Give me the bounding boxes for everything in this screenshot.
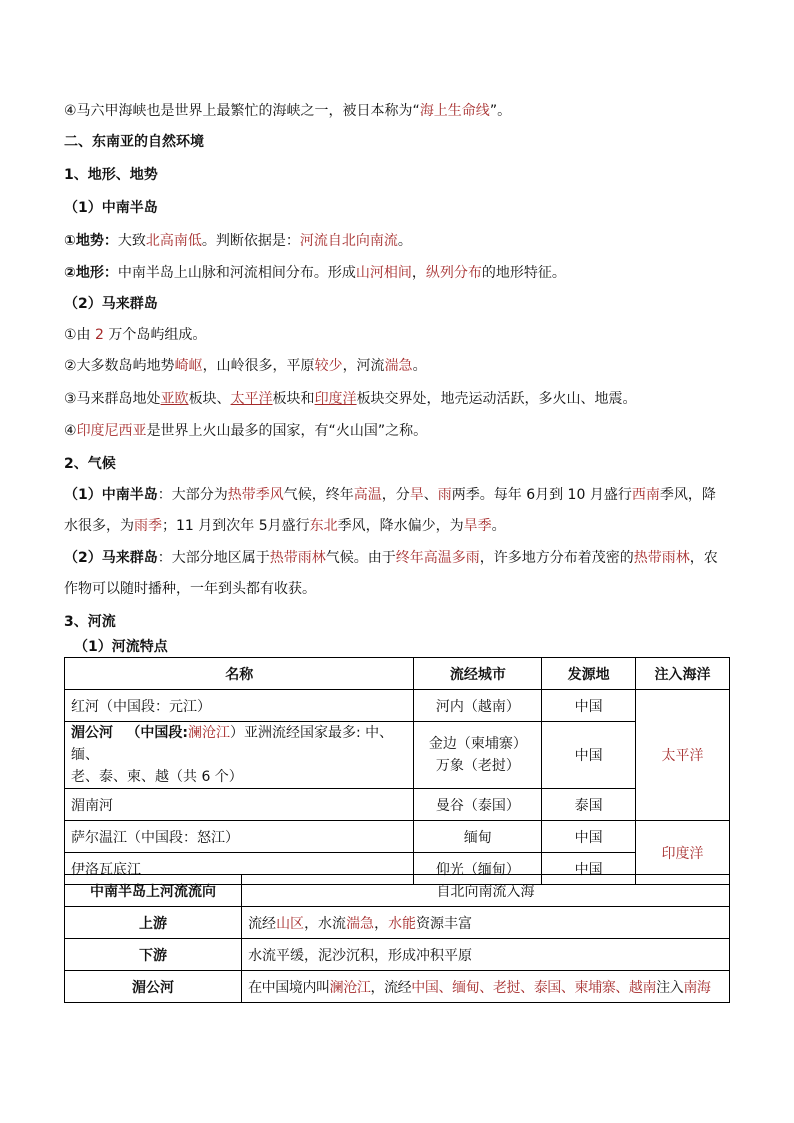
highlight-text: 终年高温多雨 — [395, 550, 480, 566]
text: 。 — [491, 518, 506, 534]
highlight-text: 热带雨林 — [633, 550, 690, 566]
highlight-text: 澜沧江 — [187, 725, 230, 741]
river-name — [65, 722, 414, 789]
river-source: 泰国 — [542, 789, 636, 821]
text: ③马来群岛地处 — [64, 391, 161, 407]
text: 两季。每年 6月到 10 月盛行 — [451, 487, 632, 503]
text: 万个岛屿组成。 — [103, 327, 207, 343]
para-malacca — [64, 102, 511, 120]
text: 在中国境内叫 — [248, 979, 330, 996]
text: ，分 — [381, 487, 410, 503]
para-indochina-climate-2 — [64, 517, 506, 535]
text: ， — [374, 915, 389, 932]
river-name: 湄南河 — [65, 789, 414, 821]
text: ，农 — [689, 550, 718, 566]
col-ocean: 注入海洋 — [636, 658, 730, 690]
river-city — [414, 722, 542, 789]
table-row — [65, 971, 730, 1003]
para-plates — [64, 390, 637, 408]
text: ：大部分为 — [157, 487, 228, 503]
river-name: 伊洛瓦底江 — [65, 853, 414, 885]
text: ；11 月到次年 5月盛行 — [162, 518, 310, 534]
text: 大致 — [117, 233, 146, 249]
highlight-text: 水能 — [388, 915, 417, 932]
flow-direction-table — [64, 874, 730, 1003]
text: 中南半岛上山脉和河流相间分布。形成 — [117, 265, 356, 281]
text: 的地形特征。 — [481, 265, 566, 281]
highlight-text: 旱季 — [463, 518, 492, 534]
flow-value: 自北向南流入海 — [242, 875, 730, 907]
highlight-text: 湍急 — [384, 358, 413, 374]
highlight-text: 北高南低 — [145, 233, 202, 249]
heading-river-features: （1）河流特点 — [74, 639, 168, 655]
text: 金边（柬埔寨） — [428, 736, 527, 752]
river-source: 中国 — [542, 690, 636, 722]
text: ）亚洲流经国家最多: 中、缅、 — [71, 725, 394, 763]
text: 湄公河 — [71, 725, 113, 741]
river-city: 曼谷（泰国） — [414, 789, 542, 821]
text: ②大多数岛屿地势 — [64, 358, 175, 374]
text: 板块交界处，地壳运动活跃，多火山、地震。 — [356, 391, 637, 407]
river-source: 中国 — [542, 821, 636, 853]
heading-malay: （2）马来群岛 — [64, 296, 158, 312]
para-malay-climate-1 — [64, 549, 718, 567]
text: ④ — [64, 423, 77, 439]
text: 注入 — [656, 979, 684, 996]
highlight-text: 山河相间 — [355, 265, 412, 281]
table-row — [65, 875, 730, 907]
text: ④马六甲海峡也是世界上最繁忙的海峡之一，被日本称为“ — [64, 103, 420, 119]
highlight-text: 东北 — [309, 518, 338, 534]
text: ，河流 — [342, 358, 385, 374]
text: 气候。由于 — [325, 550, 396, 566]
flow-label: 湄公河 — [65, 971, 242, 1003]
label: ②地形： — [64, 265, 118, 281]
text: ， — [411, 265, 426, 281]
text: ，流经 — [370, 979, 412, 996]
text: ：大部分地区属于 — [157, 550, 270, 566]
highlight-text: 崎岖 — [174, 358, 203, 374]
highlight-text: 热带雨林 — [269, 550, 326, 566]
highlight-text: 南海 — [683, 979, 711, 996]
text: 老、泰、柬、越（共 6 个） — [71, 769, 243, 785]
river-name: 萨尔温江（中国段：怒江） — [65, 821, 414, 853]
highlight-text: 西南 — [631, 487, 660, 503]
text: ”。 — [489, 103, 512, 119]
river-ocean: 太平洋 — [636, 690, 730, 821]
para-indonesia — [64, 422, 427, 440]
flow-value: 水流平缓，泥沙沉积，形成冲积平原 — [242, 939, 730, 971]
col-source: 发源地 — [542, 658, 636, 690]
highlight-text: 雨季 — [134, 518, 162, 534]
highlight-text: 较少 — [314, 358, 343, 374]
highlight-text: 河流自北向南流 — [299, 233, 398, 249]
highlight-text: 2 — [95, 327, 104, 343]
para-terrain-trend — [64, 232, 412, 250]
table-header-row — [65, 658, 730, 690]
highlight-text: 中国、缅甸、老挝、泰国、柬埔寨、越南 — [411, 979, 657, 996]
river-table — [64, 657, 730, 885]
table-row — [65, 722, 730, 789]
flow-label: 上游 — [65, 907, 242, 939]
para-malay-climate-2: 作物可以随时播种，一年到头都有收获。 — [64, 581, 316, 597]
text: 万象（老挝） — [435, 758, 520, 774]
text: ①由 — [64, 327, 96, 343]
highlight-text: 湍急 — [346, 915, 375, 932]
river-city: 仰光（缅甸） — [414, 853, 542, 885]
text: 板块、 — [188, 391, 231, 407]
highlight-text: 纵列分布 — [425, 265, 482, 281]
para-islands — [64, 326, 206, 344]
text: 板块和 — [272, 391, 315, 407]
heading-climate: 2、气候 — [64, 456, 116, 472]
label: （2）马来群岛 — [64, 550, 158, 566]
flow-label: 中南半岛上河流流向 — [65, 875, 242, 907]
heading-indochina: （1）中南半岛 — [64, 200, 158, 216]
flow-value — [242, 907, 730, 939]
text: ，水流 — [304, 915, 347, 932]
highlight-text: 高温 — [353, 487, 382, 503]
col-name: 名称 — [65, 658, 414, 690]
river-ocean: 印度洋 — [636, 821, 730, 885]
river-source: 中国 — [542, 853, 636, 885]
label: ①地势： — [64, 233, 118, 249]
text: 流经 — [248, 915, 277, 932]
text: （中国段: — [126, 725, 188, 741]
text: 、 — [423, 487, 438, 503]
river-city: 河内（越南） — [414, 690, 542, 722]
river-source: 中国 — [542, 722, 636, 789]
heading-rivers: 3、河流 — [64, 614, 116, 630]
text: ，许多地方分布着茂密的 — [479, 550, 634, 566]
text: 。 — [397, 233, 412, 249]
para-landform — [64, 264, 566, 282]
text: 气候，终年 — [283, 487, 354, 503]
text: 是世界上火山最多的国家，有“火山国”之称。 — [146, 423, 428, 439]
para-relief — [64, 357, 427, 375]
text: 水很多，为 — [64, 518, 134, 534]
highlight-text: 太平洋 — [230, 391, 273, 407]
label: （1）中南半岛 — [64, 487, 158, 503]
flow-value — [242, 971, 730, 1003]
highlight-text: 亚欧 — [160, 391, 189, 407]
highlight-text: 澜沧江 — [329, 979, 371, 996]
highlight-text: 山区 — [276, 915, 305, 932]
flow-label: 下游 — [65, 939, 242, 971]
col-city: 流经城市 — [414, 658, 542, 690]
highlight-text: 旱 — [409, 487, 424, 503]
para-indochina-climate-1 — [64, 486, 716, 504]
table-row — [65, 789, 730, 821]
table-row — [65, 939, 730, 971]
text: 资源丰富 — [416, 915, 473, 932]
text: 。 — [412, 358, 427, 374]
highlight-text: 雨 — [437, 487, 452, 503]
table-row — [65, 690, 730, 722]
text: 。判断依据是： — [201, 233, 300, 249]
heading-terrain: 1、地形、地势 — [64, 167, 158, 183]
highlight-text: 热带季风 — [227, 487, 284, 503]
table-row — [65, 907, 730, 939]
highlight-text: 海上生命线 — [419, 103, 490, 119]
highlight-text: 印度洋 — [314, 391, 357, 407]
heading-section-2: 二、东南亚的自然环境 — [64, 134, 204, 150]
highlight-text: 印度尼西亚 — [76, 423, 147, 439]
text: 季风，降 — [659, 487, 716, 503]
table-row — [65, 821, 730, 853]
text: ，山岭很多，平原 — [202, 358, 315, 374]
river-city: 缅甸 — [414, 821, 542, 853]
river-name: 红河（中国段：元江） — [65, 690, 414, 722]
text: 季风，降水偏少，为 — [337, 518, 464, 534]
